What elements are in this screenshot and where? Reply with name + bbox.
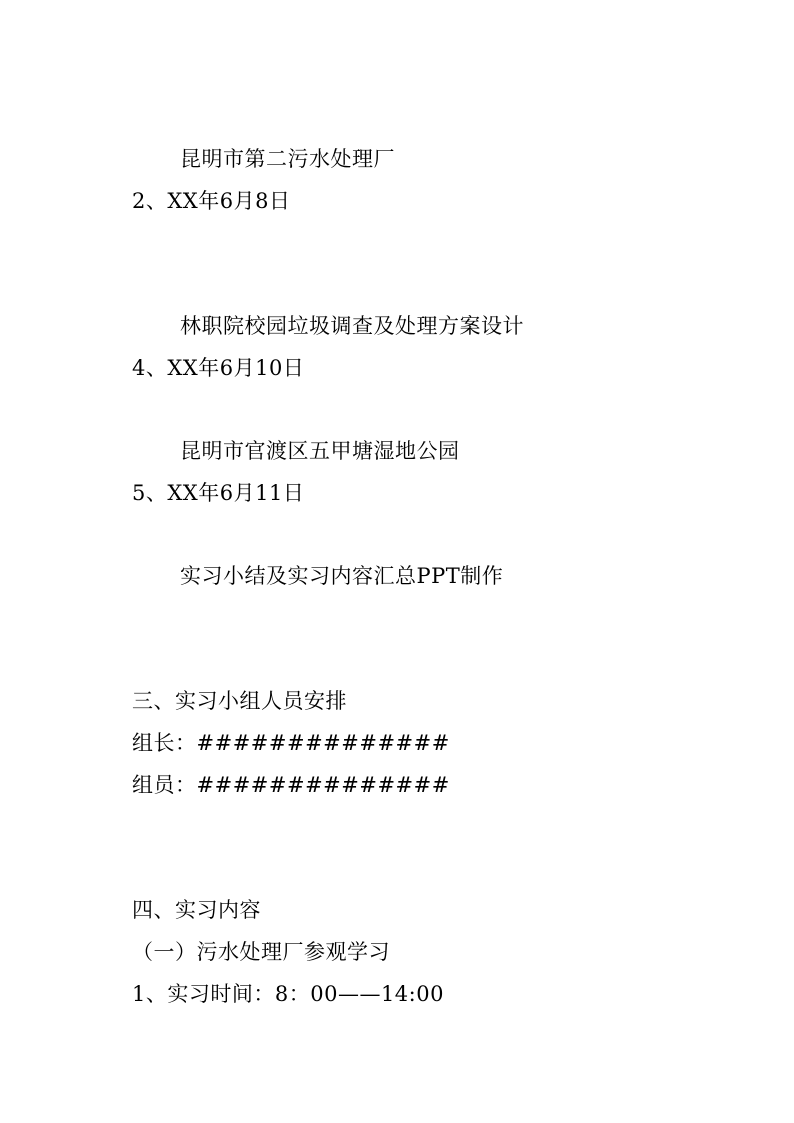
section-heading-team: 三、实习小组人员安排 <box>132 689 347 713</box>
text-line-campus-waste-survey: 林职院校园垃圾调查及处理方案设计 <box>180 314 524 338</box>
text-line-team-members: 组员：############## <box>132 773 450 797</box>
text-line-date-4: 4、XX年6月10日 <box>132 356 305 380</box>
text-line-date-2: 2、XX年6月8日 <box>132 189 291 213</box>
subsection-heading-plant-visit: （一）污水处理厂参观学习 <box>132 940 390 964</box>
text-line-time: 1、实习时间：8：00——14:00 <box>132 982 444 1006</box>
section-heading-content: 四、实习内容 <box>132 898 261 922</box>
text-line-wetland-park: 昆明市官渡区五甲塘湿地公园 <box>180 439 460 463</box>
text-line-date-5: 5、XX年6月11日 <box>132 481 305 505</box>
text-line-summary-ppt: 实习小结及实习内容汇总PPT制作 <box>180 564 504 588</box>
text-line-plant-name: 昆明市第二污水处理厂 <box>180 147 395 171</box>
text-line-team-leader: 组长：############## <box>132 731 450 755</box>
